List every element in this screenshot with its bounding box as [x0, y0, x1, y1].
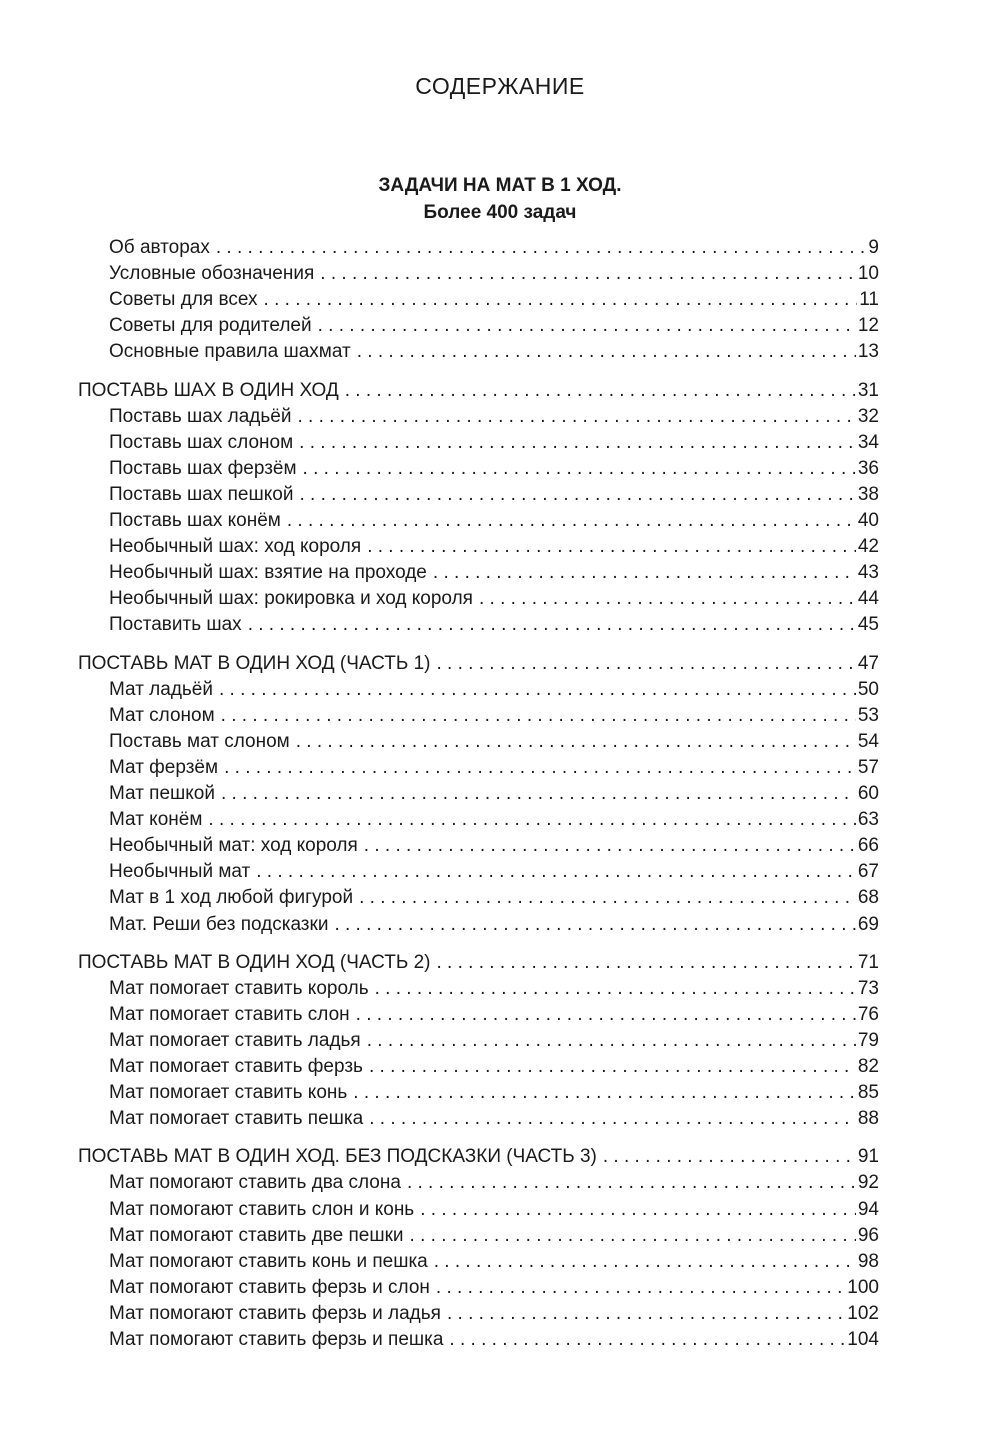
dot-leader: [318, 313, 856, 339]
toc-entry: [109, 404, 879, 430]
toc-page-number: 82: [857, 1056, 879, 1077]
toc-page-number: 67: [857, 861, 879, 883]
toc-entry: [109, 885, 879, 911]
toc-entry: [109, 1327, 879, 1353]
toc-page-number: 94: [857, 1198, 879, 1220]
toc-entry-label: Необычный шах: ход короля: [109, 536, 362, 558]
toc-entry: [109, 833, 879, 859]
toc-page-number: 69: [857, 913, 879, 935]
toc-section: [78, 950, 879, 976]
toc-section: [78, 651, 879, 677]
toc-entry: [109, 677, 879, 703]
toc-entry-label: Мат пешкой: [109, 783, 215, 804]
toc-entry: [109, 560, 879, 586]
toc-entry-label: Мат слоном: [109, 704, 215, 726]
dot-leader: [224, 755, 856, 781]
toc-entry-label: Мат. Реши без подсказки: [109, 913, 329, 935]
toc-entry: [109, 729, 879, 755]
toc-entry: [109, 261, 879, 287]
toc-entry-label: Мат в 1 ход любой фигурой: [109, 887, 354, 909]
dot-leader: [216, 235, 867, 261]
dot-leader: [410, 1223, 856, 1249]
dot-leader: [434, 1249, 856, 1275]
toc-entry-label: Поставь шах слоном: [109, 431, 294, 453]
toc-entry-label: Основные правила шахмат: [109, 341, 351, 363]
toc-entry-label: Об авторах: [109, 237, 210, 258]
dot-leader: [436, 651, 855, 677]
toc-entry-label: Мат помогают ставить ферзь и ладья: [109, 1302, 441, 1324]
toc-entry: [109, 1301, 879, 1327]
toc-entry: [109, 612, 879, 638]
toc-entry-label: Мат помогают ставить слон и конь: [109, 1198, 415, 1220]
toc-entry: [109, 534, 879, 560]
toc-entry: [109, 976, 879, 1002]
dot-leader: [287, 508, 856, 534]
dot-leader: [334, 912, 855, 938]
toc-page-number: 10: [857, 263, 879, 285]
toc-page-number: 40: [857, 510, 879, 531]
toc-page-number: 79: [857, 1029, 879, 1051]
toc-page-number: 34: [857, 431, 879, 453]
toc-page-number: 32: [857, 405, 879, 427]
toc-entry: [109, 1080, 879, 1106]
toc-entry-label: Поставить шах: [109, 614, 242, 636]
toc-page-number: 54: [857, 730, 879, 752]
dot-leader: [221, 781, 856, 807]
toc-entry-label: Поставь шах ферзём: [109, 457, 297, 479]
toc-page-number: 11: [859, 289, 879, 311]
toc-entry: [109, 1028, 879, 1054]
dot-leader: [447, 1301, 845, 1327]
toc-entry: [109, 1249, 879, 1275]
toc-entry-label: Мат ферзём: [109, 756, 219, 778]
dot-leader: [436, 950, 855, 976]
toc-entry: [109, 1002, 879, 1028]
toc-page-number: 42: [857, 536, 879, 558]
toc-page-number: 98: [857, 1250, 879, 1272]
toc-entry: [109, 456, 879, 482]
toc-entry-label: Мат помогает ставить слон: [109, 1003, 350, 1025]
toc-page-number: 102: [847, 1302, 879, 1324]
dot-leader: [221, 703, 856, 729]
book-title: ЗАДАЧИ НА МАТ В 1 ХОД.: [378, 175, 622, 196]
toc-page-number: 57: [857, 756, 879, 778]
toc-page-number: 53: [857, 704, 879, 726]
toc-page-number: 71: [857, 951, 879, 973]
toc-entry-label: Мат помогает ставить король: [109, 977, 369, 999]
toc-page-number: 68: [857, 887, 879, 909]
dot-leader: [436, 1275, 845, 1301]
toc-entry-label: Необычный мат: ход короля: [109, 835, 358, 857]
toc-entry-label: Мат помогают ставить ферзь и пешка: [109, 1329, 444, 1350]
toc-entry-label: ПОСТАВЬ ШАХ В ОДИН ХОД: [78, 379, 339, 401]
toc-entry: [109, 1106, 879, 1132]
toc-page-number: 85: [857, 1082, 879, 1104]
toc-entry-label: Советы для всех: [109, 289, 258, 311]
dot-leader: [407, 1170, 856, 1196]
toc-page-number: 12: [857, 315, 879, 337]
toc-entry-label: Мат помогают ставить конь и пешка: [109, 1250, 428, 1272]
toc-page-number: 92: [857, 1172, 879, 1194]
dot-leader: [320, 261, 856, 287]
toc-page-number: 88: [857, 1108, 879, 1130]
dot-leader: [356, 1002, 856, 1028]
toc-page-number: 9: [868, 237, 879, 258]
toc-entry: [109, 859, 879, 885]
toc-page-number: 104: [847, 1329, 879, 1350]
toc-page-number: 43: [857, 562, 879, 584]
toc-entry: [109, 1197, 879, 1223]
toc-entry-label: Мат помогают ставить ферзь и слон: [109, 1276, 430, 1298]
dot-leader: [297, 404, 855, 430]
toc-entry: [109, 1223, 879, 1249]
dot-leader: [369, 1054, 856, 1080]
toc-entry: [109, 235, 879, 261]
toc-page-number: 36: [857, 457, 879, 479]
dot-leader: [433, 560, 856, 586]
toc-page-number: 73: [857, 977, 879, 999]
toc-entry: [109, 1170, 879, 1196]
dot-leader: [369, 1106, 856, 1132]
toc-entry-label: ПОСТАВЬ МАТ В ОДИН ХОД. БЕЗ ПОДСКАЗКИ (ЧАСТЬ 3): [78, 1146, 597, 1168]
toc-entry-label: Мат помогают ставить две пешки: [109, 1224, 404, 1246]
toc-entry-label: Мат помогает ставить ладья: [109, 1029, 361, 1051]
toc-page-number: 66: [857, 835, 879, 857]
toc-entry: [109, 482, 879, 508]
dot-leader: [299, 430, 856, 456]
book-heading: [0, 172, 1000, 226]
dot-leader: [208, 807, 855, 833]
toc-entry-label: Поставь шах ладьёй: [109, 405, 292, 427]
toc-section: [78, 378, 879, 404]
toc-entry-label: Мат помогает ставить конь: [109, 1082, 348, 1104]
toc-entry: [109, 430, 879, 456]
toc-page-number: 13: [857, 341, 879, 363]
toc-entry-label: Необычный шах: рокировка и ход короля: [109, 588, 473, 610]
toc-entry: [109, 912, 879, 938]
toc-page-number: 50: [857, 678, 879, 700]
dot-leader: [303, 456, 856, 482]
toc-page-number: 63: [857, 809, 879, 831]
dot-leader: [296, 729, 856, 755]
toc-entry: [109, 1054, 879, 1080]
dot-leader: [364, 833, 856, 859]
toc-page-number: 96: [857, 1224, 879, 1246]
toc-entry-label: Мат помогает ставить пешка: [109, 1108, 364, 1130]
dot-leader: [603, 1144, 856, 1170]
toc-entry: [109, 287, 879, 313]
toc-entry-label: Условные обозначения: [109, 263, 315, 285]
toc-entry: [109, 339, 879, 365]
toc-entry-label: Поставь шах пешкой: [109, 483, 294, 505]
dot-leader: [353, 1080, 856, 1106]
toc-entry-label: Советы для родителей: [109, 315, 312, 337]
dot-leader: [248, 612, 856, 638]
dot-leader: [375, 976, 856, 1002]
toc-entry-label: Мат помогает ставить ферзь: [109, 1056, 363, 1077]
toc-entry-label: Мат помогают ставить два слона: [109, 1172, 401, 1194]
toc-page-number: 60: [857, 783, 879, 804]
toc-entry: [109, 508, 879, 534]
toc-entry-label: Поставь мат слоном: [109, 730, 290, 752]
toc-entry: [109, 586, 879, 612]
toc-page-number: 76: [857, 1003, 879, 1025]
toc-page-number: 38: [857, 483, 879, 505]
dot-leader: [479, 586, 856, 612]
book-subtitle: Более 400 задач: [423, 202, 577, 223]
toc-page-number: 91: [857, 1146, 879, 1168]
dot-leader: [359, 885, 856, 911]
dot-leader: [299, 482, 855, 508]
toc-entry-label: Поставь шах конём: [109, 510, 281, 531]
toc-entry: [109, 703, 879, 729]
toc-entry-label: Мат ладьёй: [109, 678, 213, 700]
toc-entry-label: Мат конём: [109, 809, 203, 831]
toc-entry-label: Необычный мат: [109, 861, 251, 883]
dot-leader: [264, 287, 858, 313]
dot-leader: [420, 1197, 856, 1223]
dot-leader: [219, 677, 856, 703]
dot-leader: [367, 1028, 856, 1054]
toc-page-number: 100: [847, 1276, 879, 1298]
toc-entry: [109, 755, 879, 781]
toc-entry-label: Необычный шах: взятие на проходе: [109, 562, 427, 584]
page-title: СОДЕРЖАНИЕ: [415, 73, 585, 99]
toc-entry: [109, 781, 879, 807]
dot-leader: [367, 534, 856, 560]
toc-page-number: 45: [857, 614, 879, 636]
toc-entry: [109, 313, 879, 339]
toc-page-number: 47: [857, 652, 879, 674]
toc-entry-label: ПОСТАВЬ МАТ В ОДИН ХОД (ЧАСТЬ 1): [78, 652, 431, 674]
dot-leader: [345, 378, 856, 404]
toc-entry-label: ПОСТАВЬ МАТ В ОДИН ХОД (ЧАСТЬ 2): [78, 951, 431, 973]
dot-leader: [449, 1327, 845, 1353]
toc-entry: [109, 807, 879, 833]
toc-section: [78, 1144, 879, 1170]
dot-leader: [357, 339, 856, 365]
dot-leader: [256, 859, 856, 885]
toc-page-number: 31: [857, 379, 879, 401]
toc-entry: [109, 1275, 879, 1301]
toc-page-number: 44: [857, 588, 879, 610]
